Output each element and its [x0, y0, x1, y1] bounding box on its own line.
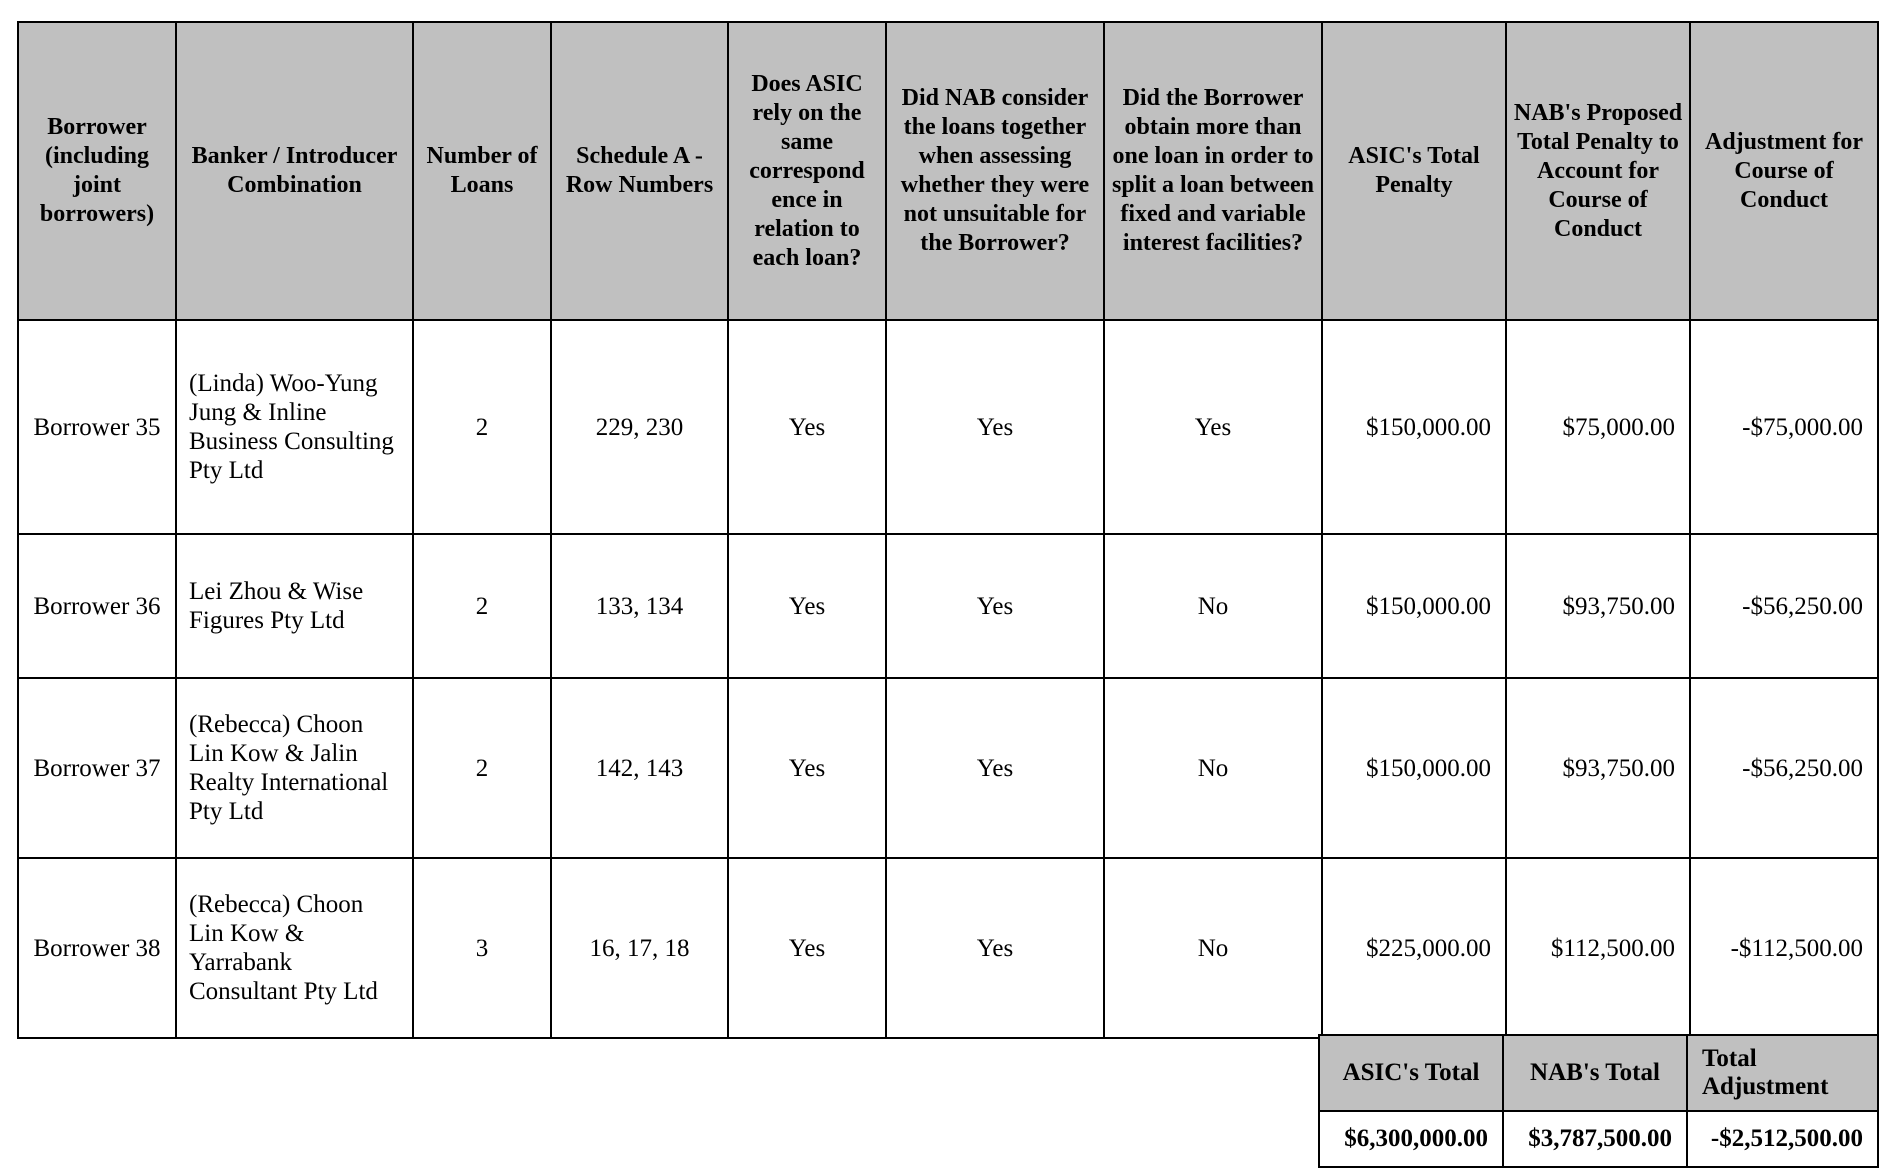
nab-total-label: NAB's Total: [1503, 1035, 1687, 1111]
borrower-cell: Borrower 37: [18, 678, 176, 858]
header-adjustment: Adjustment for Course of Conduct: [1690, 22, 1878, 320]
split-fixed-variable-cell: Yes: [1104, 320, 1322, 534]
header-row: [18, 22, 1878, 320]
nab-total-value: $3,787,500.00: [1503, 1111, 1687, 1167]
loans-cell: 2: [413, 678, 551, 858]
asic-penalty-cell: $150,000.00: [1322, 534, 1506, 678]
asic-same-correspondence-cell: Yes: [728, 678, 886, 858]
schedule-rows-cell: 142, 143: [551, 678, 728, 858]
nab-penalty-cell: $93,750.00: [1506, 678, 1690, 858]
header-borrower: Borrower (including joint borrowers): [18, 22, 176, 320]
table-row: [18, 858, 1878, 1038]
combination-cell: Lei Zhou & Wise Figures Pty Ltd: [176, 534, 413, 678]
split-fixed-variable-cell: No: [1104, 678, 1322, 858]
header-asic-same-correspondence: Does ASIC rely on the same correspond ence in relation to each loan?: [728, 22, 886, 320]
asic-total-label: ASIC's Total: [1319, 1035, 1503, 1111]
schedule-rows-cell: 229, 230: [551, 320, 728, 534]
total-adjustment-label: Total Adjustment: [1687, 1035, 1878, 1111]
combination-cell: (Linda) Woo-Yung Jung & Inline Business Consulting Pty Ltd: [176, 320, 413, 534]
nab-considered-together-cell: Yes: [886, 534, 1104, 678]
borrower-cell: Borrower 35: [18, 320, 176, 534]
split-fixed-variable-cell: No: [1104, 534, 1322, 678]
asic-penalty-cell: $225,000.00: [1322, 858, 1506, 1038]
adjustment-cell: -$56,250.00: [1690, 534, 1878, 678]
asic-same-correspondence-cell: Yes: [728, 858, 886, 1038]
totals-header-row: [1319, 1035, 1878, 1111]
loans-cell: 2: [413, 534, 551, 678]
nab-considered-together-cell: Yes: [886, 678, 1104, 858]
header-split-fixed-variable: Did the Borrower obtain more than one loan in order to split a loan between fixed and variable interest facilities?: [1104, 22, 1322, 320]
asic-same-correspondence-cell: Yes: [728, 320, 886, 534]
table-row: [18, 534, 1878, 678]
nab-considered-together-cell: Yes: [886, 858, 1104, 1038]
nab-penalty-cell: $93,750.00: [1506, 534, 1690, 678]
schedule-rows-cell: 16, 17, 18: [551, 858, 728, 1038]
table-row: [18, 678, 1878, 858]
total-adjustment-value: -$2,512,500.00: [1687, 1111, 1878, 1167]
borrower-cell: Borrower 36: [18, 534, 176, 678]
asic-total-value: $6,300,000.00: [1319, 1111, 1503, 1167]
header-schedule-rows: Schedule A - Row Numbers: [551, 22, 728, 320]
combination-cell: (Rebecca) Choon Lin Kow & Jalin Realty International Pty Ltd: [176, 678, 413, 858]
nab-considered-together-cell: Yes: [886, 320, 1104, 534]
asic-penalty-cell: $150,000.00: [1322, 320, 1506, 534]
loans-cell: 3: [413, 858, 551, 1038]
totals-value-row: [1319, 1111, 1878, 1167]
borrower-cell: Borrower 38: [18, 858, 176, 1038]
schedule-rows-cell: 133, 134: [551, 534, 728, 678]
asic-penalty-cell: $150,000.00: [1322, 678, 1506, 858]
header-number-of-loans: Number of Loans: [413, 22, 551, 320]
split-fixed-variable-cell: No: [1104, 858, 1322, 1038]
header-nab-penalty: NAB's Proposed Total Penalty to Account for Course of Conduct: [1506, 22, 1690, 320]
header-combination: Banker / Introducer Combination: [176, 22, 413, 320]
totals-table: [1318, 1034, 1879, 1168]
table-row: [18, 320, 1878, 534]
adjustment-cell: -$112,500.00: [1690, 858, 1878, 1038]
header-asic-penalty: ASIC's Total Penalty: [1322, 22, 1506, 320]
adjustment-cell: -$56,250.00: [1690, 678, 1878, 858]
nab-penalty-cell: $75,000.00: [1506, 320, 1690, 534]
penalty-table: [17, 21, 1879, 1039]
combination-cell: (Rebecca) Choon Lin Kow & Yarrabank Consultant Pty Ltd: [176, 858, 413, 1038]
nab-penalty-cell: $112,500.00: [1506, 858, 1690, 1038]
asic-same-correspondence-cell: Yes: [728, 534, 886, 678]
header-nab-considered-together: Did NAB consider the loans together when assessing whether they were not unsuitable for the Borrower?: [886, 22, 1104, 320]
loans-cell: 2: [413, 320, 551, 534]
adjustment-cell: -$75,000.00: [1690, 320, 1878, 534]
